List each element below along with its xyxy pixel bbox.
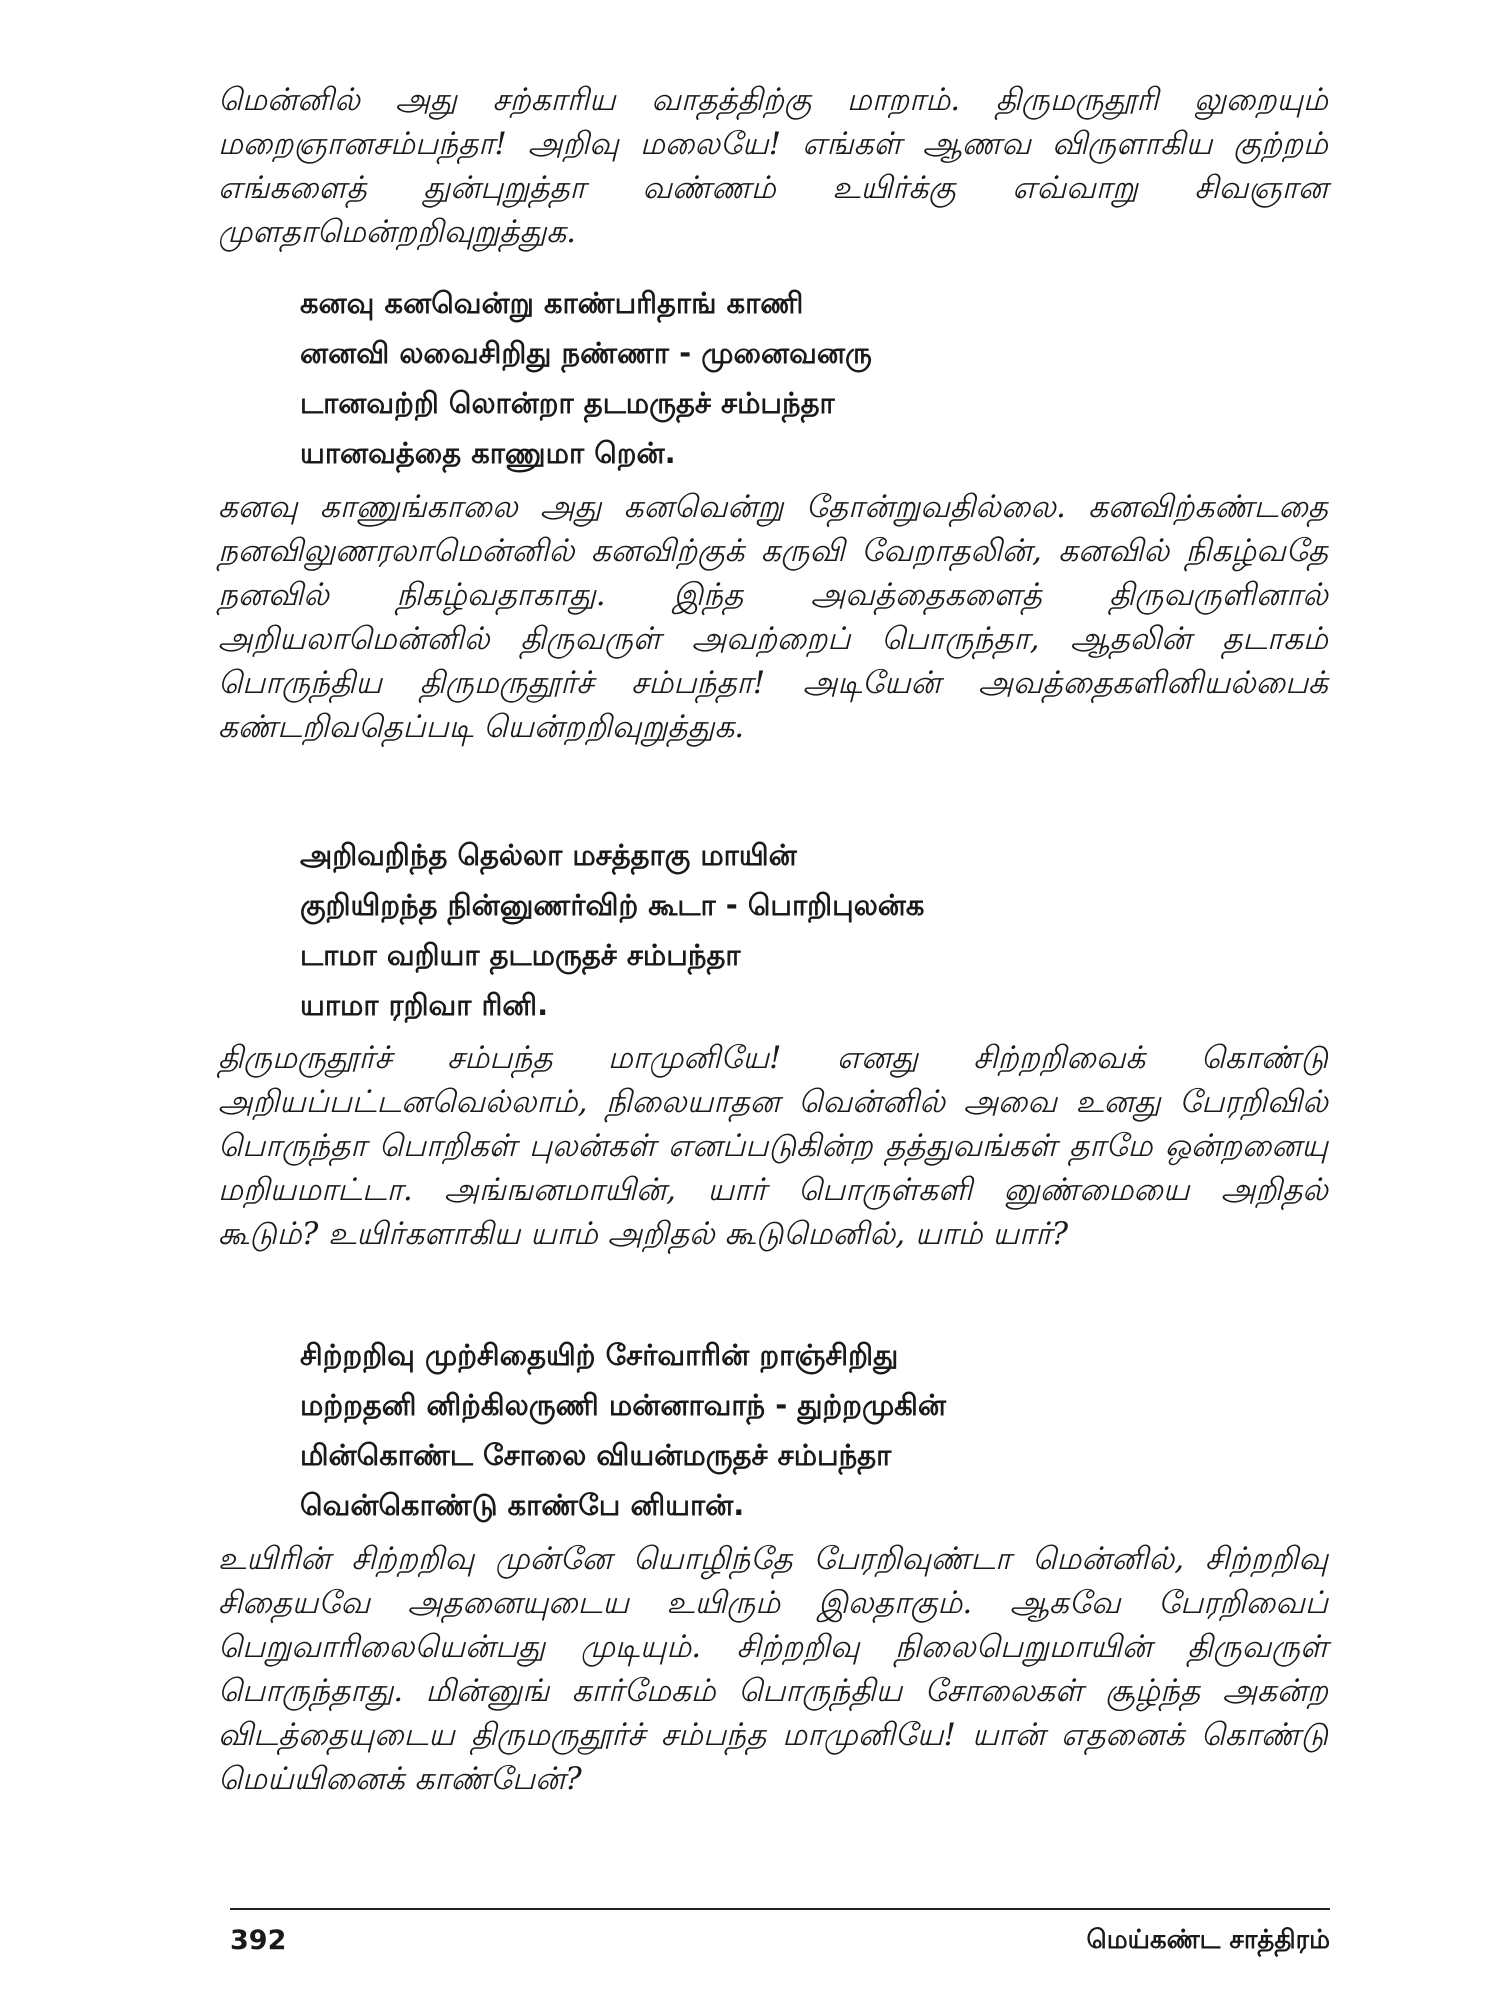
verse-line: மின்கொண்ட சோலை வியன்மருதச் சம்பந்தா [300,1438,892,1472]
verse-line: மற்றதனி னிற்கிலருணி மன்னாவாந் - துற்றமுகின் [300,1388,947,1422]
running-footer-title: மெய்கண்ட சாத்திரம் [1086,1925,1330,1955]
verse-line: வென்கொண்டு காண்பே னியான். [300,1488,745,1522]
verse-line: டானவற்றி லொன்றா தடமருதச் சம்பந்தா [300,386,835,420]
verse-line: டாமா வறியா தடமருதச் சம்பந்தா [300,938,741,972]
verse-block-1 [300,278,872,478]
verse-block-2 [300,830,924,1030]
verse-line: யாமா ரறிவா ரினி. [300,988,549,1022]
verse-line: னனவி லவைசிறிது நண்ணா - முனைவனரு [300,336,872,370]
verse-line: அறிவறிந்த தெல்லா மசத்தாகு மாயின் [300,838,797,872]
verse-block-3 [300,1330,946,1530]
page-number: 392 [230,1925,287,1956]
verse-line: யானவத்தை காணுமா றென். [300,436,676,470]
commentary-paragraph-1: மென்னில் அது சற்காரிய வாதத்திற்கு மாறாம். திருமருதூரி லுறையும் மறைஞானசம்பந்தா! அறிவு மலையே! எங்கள் ஆணவ விருளாகிய குற்றம் எங்களைத் துன்புறுத்தா வண்ணம் உயிர்க்கு எவ்வாறு சிவஞான முளதாமென்றறிவுறுத்துக. [218,82,1328,250]
commentary-paragraph-4: உயிரின் சிற்றறிவு முன்னே யொழிந்தே பேரறிவுண்டா மென்னில், சிற்றறிவு சிதையவே அதனையுடைய உயிரும் இலதாகும். ஆகவே பேரறிவைப் பெறுவாரிலையென்பது முடியும். சிற்றறிவு நிலைபெறுமாயின் திருவருள் பொருந்தாது. மின்னுங் கார்மேகம் பொருந்திய சோலைகள் சூழ்ந்த அகன்ற விடத்தையுடைய திருமருதூர்ச் சம்பந்த மாமுனியே! யான் எதனைக் கொண்டு மெய்யினைக் காண்பேன்? [218,1541,1328,1797]
commentary-paragraph-3: திருமருதூர்ச் சம்பந்த மாமுனியே! எனது சிற்றறிவைக் கொண்டு அறியப்பட்டனவெல்லாம், நிலையாதன வென்னில் அவை உனது பேரறிவில் பொருந்தா பொறிகள் புலன்கள் எனப்படுகின்ற தத்துவங்கள் தாமே ஒன்றனையு மறியமாட்டா. அங்ஙனமாயின், யார் பொருள்களி னுண்மையை அறிதல் கூடும்? உயிர்களாகிய யாம் அறிதல் கூடுமெனில், யாம் யார்? [218,1040,1328,1252]
verse-line: சிற்றறிவு முற்சிதையிற் சேர்வாரின் றாஞ்சிறிது [300,1338,899,1372]
commentary-paragraph-2: கனவு காணுங்காலை அது கனவென்று தோன்றுவதில்லை. கனவிற்கண்டதை நனவிலுணரலாமென்னில் கனவிற்குக் கருவி வேறாதலின், கனவில் நிகழ்வதே நனவில் நிகழ்வதாகாது. இந்த அவத்தைகளைத் திருவருளினால் அறியலாமென்னில் திருவருள் அவற்றைப் பொருந்தா, ஆதலின் தடாகம் பொருந்திய திருமருதூர்ச் சம்பந்தா! அடியேன் அவத்தைகளினியல்பைக் கண்டறிவதெப்படி யென்றறிவுறுத்துக. [218,489,1328,745]
footer-divider [230,1908,1330,1910]
verse-line: கனவு கனவென்று காண்பரிதாங் காணி [300,286,804,320]
verse-line: குறியிறந்த நின்னுணர்விற் கூடா - பொறிபுலன்க [300,888,925,922]
